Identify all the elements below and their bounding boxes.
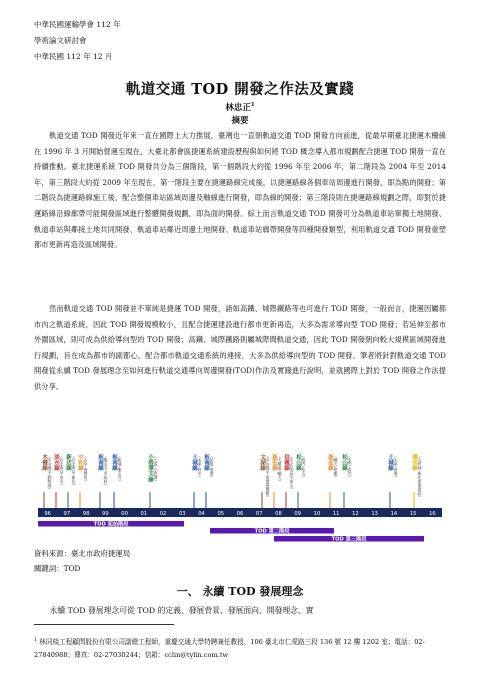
year-tick-label: 98 (82, 511, 90, 517)
station-line-name: 木柵線 (41, 454, 47, 471)
station-line-range: （龍山寺-市政府） (103, 454, 109, 488)
year-tick-label: 05 (217, 511, 225, 517)
phase-label: TOD 起始階段 (93, 521, 129, 528)
station-line-name: 環狀線 (411, 454, 417, 471)
figure-source: 資料來源：臺北市政府捷運局 (34, 549, 131, 558)
year-tick-label: 06 (236, 511, 244, 517)
station-line-range: （古亭-南勢角） (83, 454, 89, 484)
year-tick-label: 13 (371, 511, 378, 517)
station-line-range: （昆陽-南港） (209, 454, 215, 480)
station-line-name: 土城線 (191, 454, 197, 471)
station-line-range: （中山國中-動物園） (47, 454, 53, 492)
author-name: 林忠正 (225, 103, 251, 113)
year-tick-label: 99 (102, 511, 109, 517)
year-tick-label: 15 (409, 511, 417, 517)
paper-title: 軌道交通 TOD 開發之作法及實踐 (125, 81, 355, 98)
station-line-name: 松山線 (295, 454, 301, 471)
station-line-name: 淡水線 (53, 454, 59, 471)
keywords: 關鍵詞：TOD (34, 564, 81, 573)
abstract-paragraph-1: 軌道交通 TOD 開發近年來一直在國際上大力推展，臺灣也一直朝軌道交通 TOD 開發方向前進，從最早期臺北捷運木柵線在 1996 年 3 月開始營運至現在，大臺北都會區捷運系統建設歷程與如何將 TOD 概念導入都市規劃配合捷運 TOD 開發一直在持續推動。臺北捷運系統 TOD 開發共分為三個階段，第一個階段大約從 1996 年至 2006 年，第二階段為 2004 年至 2014 年，第三階段大約從 2009 年至現在，第一階段主要在捷運路線完成後，以捷運路線各個車站周邊進行開發，即為點的開發；第二階段為捷運路線施工後，配合整個車站區域周邊及軸線進行開發，即為線的開發；第三階段則在捷運路線規劃之際，即對於捷運路線沿線廊帶可能開發區域進行整體開發規劃，即為面的開發。綜上而言軌道交通 TOD 開發可分為軌道車站單獨土地開發、軌道車站與鄰接土地共同開發、軌道車站鄰近周邊土地開發、軌道車站廊帶開發等四種開發類型，利用軌道交通 TOD 開發重塑都市更新再造及區域開發。 (34, 131, 446, 250)
section-heading: 一、 永續 TOD 發展理念 (176, 585, 304, 598)
header-line-2: 學術論文研討會 (34, 36, 87, 45)
year-tick-label: 00 (121, 511, 128, 517)
footnote-divider (34, 624, 174, 625)
author-footnote-mark: 1 (250, 102, 255, 109)
year-tick-label: 04 (198, 511, 205, 517)
year-tick-label: 96 (44, 511, 51, 517)
station-line-range: （台北車站-新店） (71, 454, 77, 488)
station-line-range: （台北車站-淡水） (59, 454, 65, 488)
station-line-range: （輔大-迴龍） (333, 454, 339, 480)
phase-label: TOD 第三階段 (331, 536, 367, 543)
phase-label: TOD 第二階段 (254, 528, 290, 535)
year-tick-label: 10 (313, 511, 321, 517)
timeline-figure (34, 450, 446, 550)
year-tick-label: 03 (178, 511, 186, 517)
station-line-name: 小碧潭支線 (147, 454, 153, 482)
station-line-range: （西門-松山） (301, 454, 307, 480)
station-line-name: 松山線 (341, 454, 347, 471)
station-line-range: （七張-小碧潭） (153, 454, 159, 484)
station-line-name: 新莊線 (327, 454, 333, 471)
station-line-name: 新莊線 (271, 454, 277, 471)
abstract-paragraph-2: 然而軌道交通 TOD 開發並不單純是捷運 TOD 開發，諸如高鐵、城際鐵路等也可進行 TOD 開發，一般而言，捷運因屬都市內之軌道系統，因此 TOD 開發規模較小，且配合捷運建設進行都市更新再造，大多為需求導向型 TOD 開發；若延伸至都市外圍區域，則可成為供給導向型的 TOD 開發；高鐵、城際鐵路則屬城際間軌道交通，因此 TOD 開發朝向較大規模區域開發進行規劃，旨在成為都市的副都心，配合都市軌道交通系統的連接，大多為供給導向型的 TOD 開發。筆者將針對軌道交通 TOD 開發從永續 TOD 發展理念至如何進行軌道交通導向周邊開發(TOD)作法及實踐進行說明，並就國際上對於 TOD 開發之作法提供分享。 (34, 304, 446, 391)
header-line-3: 中華民國 112 年 12 月 (34, 52, 113, 61)
year-tick-label: 14 (390, 511, 398, 517)
year-tick-label: 97 (63, 511, 71, 517)
footnote-mark: 1 (34, 637, 38, 643)
year-tick-label: 12 (352, 511, 359, 517)
station-line-range: （大橋頭-輔大） (277, 454, 283, 484)
station-line-name: 板南線 (203, 454, 209, 471)
station-line-range: （中正紀念堂-象山） (289, 454, 295, 492)
footnote (34, 634, 446, 662)
station-line-name: 板南線 (97, 454, 103, 471)
year-tick-label: 09 (294, 511, 302, 517)
year-tick-label: 01 (140, 511, 148, 517)
station-line-range: （北門-西門） (347, 454, 353, 480)
station-line-range: （新埔-龍山寺） (117, 454, 123, 484)
header-line-1: 中華民國運輸學會 112 年 (34, 20, 121, 29)
station-line-range: （永寧-頂埔） (393, 454, 399, 480)
year-tick-label: 08 (275, 511, 282, 517)
year-tick-label: 07 (255, 511, 263, 517)
footnote-text: 林同棪工程顧問股份有限公司副總工程師，重慶交通大學特聘兼任教授，106 臺北市仁愛路三段 136 號 12 樓 1202 室；電話：02-27840988；傳真：02-27030244；信箱：cclin@tylin.com.tw (34, 638, 425, 660)
station-line-name: 文湖線 (259, 454, 265, 471)
abstract-heading: 摘要 (231, 116, 249, 126)
author (0, 101, 480, 113)
year-tick-label: 11 (332, 511, 340, 517)
station-line-range: （永寧-府中） (197, 454, 203, 480)
station-line-name: 信義線 (283, 454, 289, 471)
station-line-name: 新店線 (65, 454, 71, 471)
year-tick-label: 16 (429, 511, 436, 517)
station-line-range: （大坪林-新北產業園區） (417, 454, 423, 500)
station-line-range: （中山國中-南港展覽館） (265, 454, 271, 500)
station-line-name: 板南線 (111, 454, 117, 471)
station-line-name: 中和線 (77, 454, 83, 471)
year-tick-label: 02 (159, 511, 167, 517)
timeline-svg (34, 450, 446, 550)
section-body: 永續 TOD 發展理念可從 TOD 的定義、發展背景、發展面向、開發理念、實 (49, 606, 314, 615)
station-line-name: 土城線 (387, 454, 393, 471)
